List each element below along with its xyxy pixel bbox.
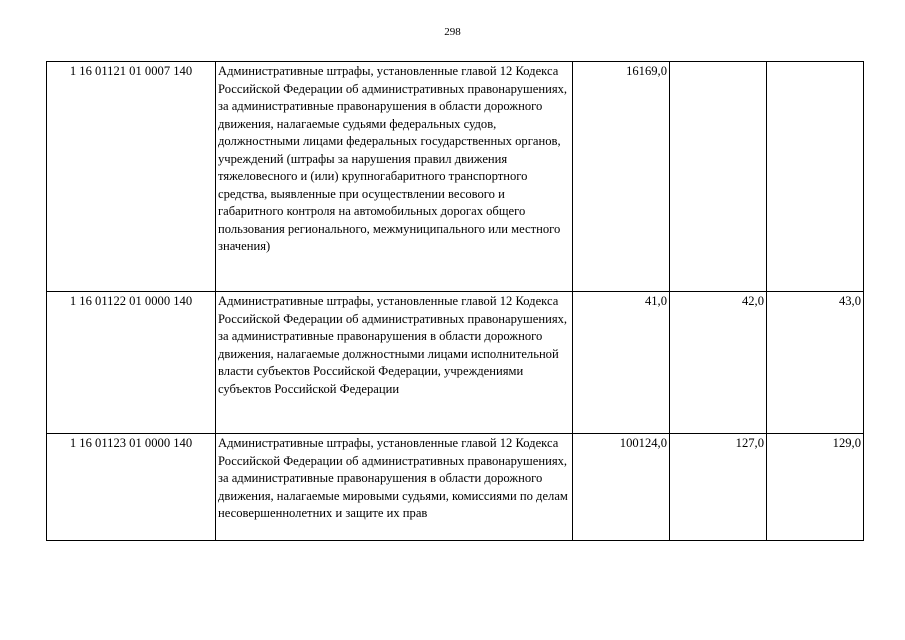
classification-code: 1 16 01122 01 0000 140 [47,292,216,434]
amount-year-2: 42,0 [670,292,767,434]
amount-year-3 [767,62,864,292]
classification-code: 1 16 01121 01 0007 140 [47,62,216,292]
amount-year-2: 127,0 [670,434,767,541]
amount-year-1: 100124,0 [573,434,670,541]
revenue-description: Административные штрафы, установленные главой 12 Кодекса Российской Федерации об административных правонарушениях, за административные правонарушения в области дорожного движения, налагаемые мировыми судьями, комиссиями по делам несовершеннолетних и защите их прав [216,434,573,541]
revenue-description: Административные штрафы, установленные главой 12 Кодекса Российской Федерации об административных правонарушениях, за административные правонарушения в области дорожного движения, налагаемые должностными лицами исполнительной власти субъектов Российской Федерации, учреждениями субъектов Российской Федерации [216,292,573,434]
amount-year-2 [670,62,767,292]
revenue-description: Административные штрафы, установленные главой 12 Кодекса Российской Федерации об административных правонарушениях, за административные правонарушения в области дорожного движения, налагаемые судьями федеральных судов, должностными лицами федеральных государственных органов, учреждений (штрафы за нарушения правил движения тяжеловесного и (или) крупногабаритного транспортного средства, выявленные при осуществлении весового и габаритного контроля на автомобильных дорогах общего пользования регионального, межмуниципального или местного значения) [216,62,573,292]
amount-year-1: 41,0 [573,292,670,434]
table-row [47,292,864,434]
amount-year-1: 16169,0 [573,62,670,292]
amount-year-3: 129,0 [767,434,864,541]
page-number: 298 [444,26,461,38]
classification-code: 1 16 01123 01 0000 140 [47,434,216,541]
table-row [47,62,864,292]
table-row [47,434,864,541]
amount-year-3: 43,0 [767,292,864,434]
budget-table [46,61,864,541]
